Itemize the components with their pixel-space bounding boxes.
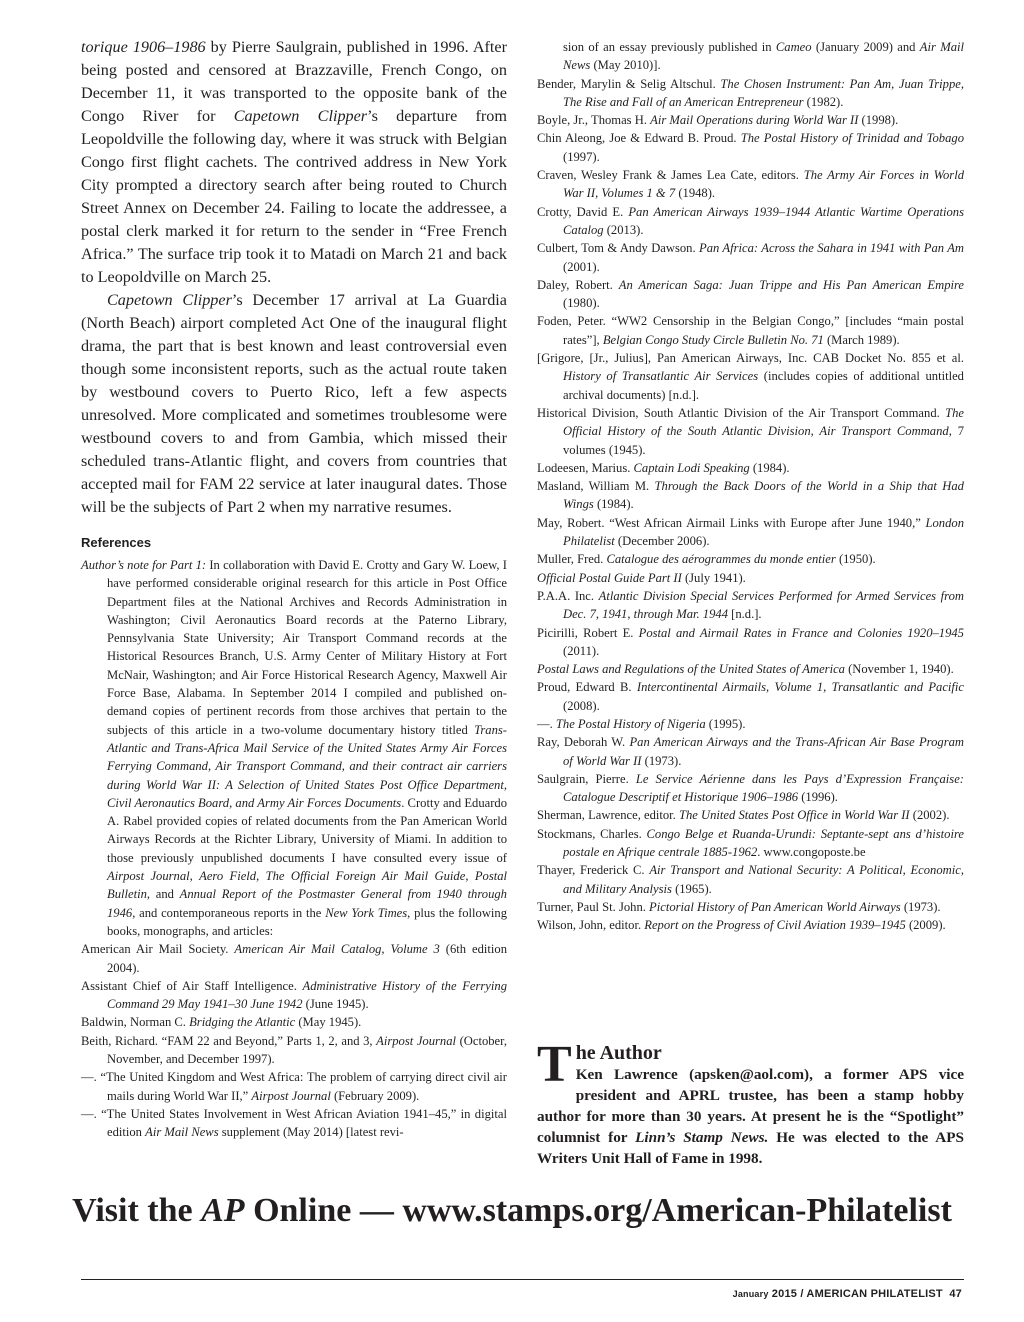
text-run: Stockmans, Charles. [537,826,647,841]
author-drop-cap: T [537,1036,572,1093]
text-run: . Crotty and Eduardo A. Rabel provided copies of related documents from the Pan American World Airways Records at the Richter Library, University of Miami. In addition to those previously unpublished documents I have consulted every issue of [107,795,507,865]
text-run: Masland, William M. [537,479,655,494]
reference-item [537,312,964,349]
italic-title: Cameo [775,40,812,54]
text-run: (1950). [835,552,876,567]
text-run: [Grigore, [Jr., Julius], Pan American Airways, Inc. CAB Docket No. 855 et al. [537,351,964,366]
text-run: (December 2006). [614,534,710,549]
italic-title: Catalogue des aérogrammes du monde entier [606,552,836,567]
text-run: , [465,869,475,884]
text-run: Sherman, Lawrence, editor. [537,808,679,823]
text-run: , [189,869,200,884]
text-run: (May 1945). [295,1015,362,1030]
author-box [537,1036,964,1169]
text-run: P.A.A. Inc. [537,588,599,603]
text-run: Bender, Marylin & Selig Altschul. [537,76,721,91]
italic-title: Belgian Congo Study Circle Bulletin No. 71 [602,332,824,347]
text-run: (May 2010)]. [590,58,661,73]
visit-banner-ap: AP [201,1192,245,1229]
text-run: Beith, Richard. “FAM 22 and Beyond,” Parts 1, 2, and 3, [81,1033,377,1048]
text-run: Wilson, John, editor. [537,918,645,933]
text-run: , and contemporaneous reports in the [132,905,326,920]
text-run: Daley, Robert. [537,277,619,292]
text-run: May, Robert. “West African Airmail Links with Europe after June 1940,” [537,515,926,530]
text-run: (February 2009). [330,1088,420,1103]
author-heading: he Author [575,1042,662,1064]
reference-item [537,898,964,916]
reference-item [537,166,964,203]
italic-title: The Official Foreign Air Mail Guide [265,869,466,884]
reference-item [537,916,964,934]
reference-item [537,75,964,112]
reference-item [537,587,964,624]
text-run: (1995). [705,716,746,731]
text-run: Turner, Paul St. John. [537,899,650,914]
reference-item [81,940,507,977]
reference-item [81,1013,507,1031]
text-run: (includes copies of additional untitled archival documents) [n.d.]. [563,369,964,402]
references-heading: References [81,535,152,550]
text-run: supplement (May 2014) [latest revi- [218,1125,404,1140]
reference-item [537,806,964,824]
visit-banner-post: Online — www.stamps.org/American-Philatelist [244,1192,952,1229]
text-run: —. [537,716,556,731]
reference-item [537,404,964,459]
italic-title: Aero Field [199,869,257,884]
reference-item [537,861,964,898]
text-run: (1973). [641,753,682,768]
page-number: 47 [949,1288,962,1300]
italic-title: Air Mail News [145,1125,219,1140]
reference-item [537,569,964,587]
italic-title: The Postal History of Trinidad and Tobago [740,131,964,146]
text-run: ’s December 17 arrival at La Guardia (North Beach) airport completed Act One of the inaugural flight drama, the part that is best known and least controversial even though some inconsistent reports, such as the actual route taken by westbound covers to Puerto Rico, left a few aspects unresolved. More complicated and sometimes troublesome were westbound covers to and from Gambia, which missed their scheduled trans-Atlantic flight, and covers from countries that accepted mail for FAM 22 service at later inaugural dates. Those will be the subjects of Part 2 when my narrative resumes. [81,291,507,516]
reference-item [537,349,964,404]
italic-title: Postal Laws and Regulations of the United States of America [537,662,845,677]
text-run: (October, November, and December 1997). [107,1033,507,1067]
text-run: Ken Lawrence (apsken@aol.com), a former APS vice president and APRL trustee, has been a stamp hobby author for more than 30 years. At present he is the “Spotlight” columnist for [537,1066,964,1146]
italic-title: Air Mail Operations during World War II [650,113,859,128]
reference-item [537,550,964,568]
italic-title: Report on the Progress of Civil Aviation 1939–1945 [644,918,906,933]
italic-title: Airpost Journal [107,869,190,884]
text-run: (1997). [563,149,600,164]
italic-title: The Army Air Forces in World War II, Volumes 1 & 7 [563,168,964,201]
italic-title: Pan American Airways 1939–1944 Atlantic Wartime Operations Catalog [563,204,964,237]
text-run: (1980). [563,296,600,311]
reference-item [537,477,964,514]
italic-title: torique 1906–1986 [81,38,206,56]
italic-title: Bridging the Atlantic [189,1015,296,1030]
reference-item [537,111,964,129]
text-run: In collaboration with David E. Crotty and Gary W. Loew, I have performed considerable original research for this article in Post Office Department files at the National Archives and Records Administration in Washington; Civil Aeronautics Board records at the Paterno Library, Pennsylvania State University; Air Transport Command records at the Historical Resources Branch, U.S. Army Center of Military History at Fort McNair, Washington; and Air Force Historical Research Agency, Maxwell Air Force Base, Alabama. In September 2014 I compiled and published on-demand copies of pertinent records from those archives that pertain to the subjects of this article in a two-volume documentary history titled [107,558,507,737]
text-run: Crotty, David E. [537,204,629,219]
reference-item [81,1032,507,1069]
text-run: Craven, Wesley Frank & James Lea Cate, editors. [537,168,804,183]
left-column [81,36,507,1142]
text-run: (1996). [798,790,838,805]
italic-title: New York Times [325,905,408,920]
text-run: (2013). [603,222,644,237]
reference-item [537,203,964,240]
text-run: Culbert, Tom & Andy Dawson. [537,241,699,256]
text-run: Assistant Chief of Air Staff Intelligence. [81,978,303,993]
text-run: (1965). [671,881,712,896]
author-bio [537,1064,964,1169]
text-run: . www.congoposte.be [757,845,866,860]
reference-item [537,678,964,715]
text-run: He was elected to the APS Writers Unit Hall of Fame in 1998. [537,1129,964,1167]
text-run: —. “The United Kingdom and West Africa: The problem of carrying direct civil air mails during World War II,” [81,1070,507,1103]
reference-item [537,825,964,862]
reference-item [537,660,964,678]
text-run: (1998). [858,113,899,128]
text-run: (2011). [563,643,600,658]
reference-item [537,733,964,770]
reference-item [537,770,964,807]
reference-item [537,514,964,551]
italic-title: Administrative History of the Ferrying Command 29 May 1941–30 June 1942 [107,978,507,1012]
reference-item [81,1105,507,1142]
text-run: Proud, Edward B. [537,680,637,695]
body-paragraph [81,36,507,289]
footer-publication: 2015 / AMERICAN PHILATELIST [768,1288,943,1300]
text-run: ’s departure from Leopoldville the following day, where it was struck with Belgian Congo first flight cachets. The contrived address in New York City prompted a directory search after being routed to Church Street Annex on December 24. Failing to locate the addressee, a postal clerk marked it for return to the sender in “Free French Africa.” The surface trip took it to Matadi on March 21 and back to Leopoldville on March 25. [81,107,507,286]
italic-title: Author’s note for Part 1: [81,558,207,572]
text-run: (March 1989). [823,332,900,347]
text-run: Baldwin, Norman C. [81,1015,190,1030]
reference-item [81,1068,507,1105]
text-run: sion of an essay previously published in [563,40,776,54]
text-run: [n.d.]. [728,607,762,622]
text-run: Lodeesen, Marius. [537,460,634,475]
text-run: Thayer, Frederick C. [537,863,650,878]
italic-title: Pan Africa: Across the Sahara in 1941 with Pan Am [699,241,964,256]
italic-title: Airpost Journal [376,1033,456,1048]
italic-title: American Air Mail Catalog, Volume 3 [234,942,440,957]
reference-item [537,276,964,313]
text-run: —. “The United States Involvement in West African Aviation 1941–45,” in digital edition [81,1106,507,1140]
reference-item [537,715,964,733]
italic-title: London Philatelist [563,515,964,549]
reference-item [537,239,964,276]
text-run: Picirilli, Robert E. [537,625,639,640]
text-run: (2008). [563,698,600,713]
right-column [537,38,964,935]
text-run: (1973). [900,899,941,914]
text-run: Muller, Fred. [537,552,607,567]
text-run: (November 1, 1940). [844,662,954,677]
body-paragraph [81,289,507,519]
italic-title: Pictorial History of Pan American World Airways [649,899,901,914]
text-run: Historical Division, South Atlantic Division of the Air Transport Command. [537,405,946,420]
author-note [81,556,507,940]
reference-item [537,459,964,477]
italic-title: Congo Belge et Ruanda-Urundi: Septante-sept ans d’histoire postale en Afrique centrale 1885-1962 [563,826,964,860]
italic-title: Pan American Airways and the Trans-African Air Base Program of World War II [563,735,964,768]
text-run: American Air Mail Society. [81,942,235,957]
italic-title: History of Transatlantic Air Services [563,369,759,384]
italic-title: Postal Bulletin [107,869,508,902]
text-run: Foden, Peter. “WW2 Censorship in the Belgian Congo,” [includes “main postal rates”], [537,314,964,347]
text-run: , [256,869,266,884]
text-run: (2002). [909,808,950,823]
footer-rule [81,1279,964,1280]
references-list-left [81,556,507,1142]
italic-title: Airpost Journal [251,1088,331,1103]
text-run: Chin Aleong, Joe & Edward B. Proud. [537,131,741,146]
italic-title: Atlantic Division Special Services Performed for Armed Services from Dec. 7, 1941, through Mar. 1944 [563,588,964,622]
visit-banner-pre: Visit the [72,1192,202,1229]
reference-item [537,624,964,661]
footer-month: January [732,1289,769,1299]
text-run: (2001). [563,259,600,274]
text-run: (1984). [749,460,790,475]
italic-title: Captain Lodi Speaking [633,460,750,475]
italic-title: Annual Report of the Postmaster General from 1940 through 1946 [107,887,507,920]
italic-title: The Chosen Instrument: Pan Am, Juan Trippe, The Rise and Fall of an American Entrepreneur [563,76,964,109]
italic-title: Intercontinental Airmails, Volume 1, Transatlantic and Pacific [636,680,964,695]
italic-title: Postal and Airmail Rates in France and Colonies 1920–1945 [638,625,964,640]
italic-title: Official Postal Guide Part II [537,570,682,585]
body-text [81,36,507,519]
text-run: Boyle, Jr., Thomas H. [537,113,651,128]
italic-title: Air Mail News [563,40,965,73]
text-run: (1948). [675,186,716,201]
italic-title: The United States Post Office in World War II [678,808,910,823]
text-run: (2009). [905,918,946,933]
italic-title: Capetown Clipper [107,291,232,309]
italic-title: Trans-Atlantic and Trans-Africa Mail Service of the United States Army Air Forces Ferrying Command, Air Transport Command, and their contract air carriers during World War II: A Selection of United States Post Office Department, Civil Aeronautics Board, and Army Air Forces Documents [107,722,507,810]
italic-title: The Official History of the South Atlantic Division, Air Transport Command [563,405,964,439]
italic-title: Air Transport and National Security: A Political, Economic, and Military Analysis [563,863,964,896]
italic-title: Capetown Clipper [233,107,368,125]
italic-title: The Postal History of Nigeria [555,716,706,731]
text-run: (January 2009) and [811,40,920,54]
reference-item [537,38,964,75]
text-run: , 7 volumes (1945). [563,424,964,457]
text-run: by Pierre Saulgrain, published in 1996. After being posted and censored at Brazzaville, French Congo, on December 11, it was transported to the opposite bank of the Congo River for [81,38,507,125]
references-list-right [537,38,964,935]
text-run: (6th edition 2004). [107,942,507,975]
italic-title: Linn’s Stamp News. [635,1129,769,1146]
italic-title: An American Saga: Juan Trippe and His Pan American Empire [618,277,965,292]
text-run: , plus the following books, monographs, and articles: [107,905,508,938]
text-run: (June 1945). [302,997,369,1012]
text-run: , and [146,887,180,902]
text-run: Ray, Deborah W. [537,735,630,750]
reference-item [81,977,507,1014]
page-footer [733,1288,962,1300]
visit-banner [0,1192,1024,1230]
italic-title: Through the Back Doors of the World in a Ship that Had Wings [563,479,964,512]
text-run: (July 1941). [681,570,746,585]
reference-item [537,129,964,166]
text-run: Saulgrain, Pierre. [537,771,636,786]
text-run: (1982). [803,94,844,109]
text-run: (1984). [593,497,634,512]
italic-title: Le Service Aérienne dans les Pays d’Expression Française: Catalogue Descriptif et Historique 1906–1986 [563,771,964,805]
